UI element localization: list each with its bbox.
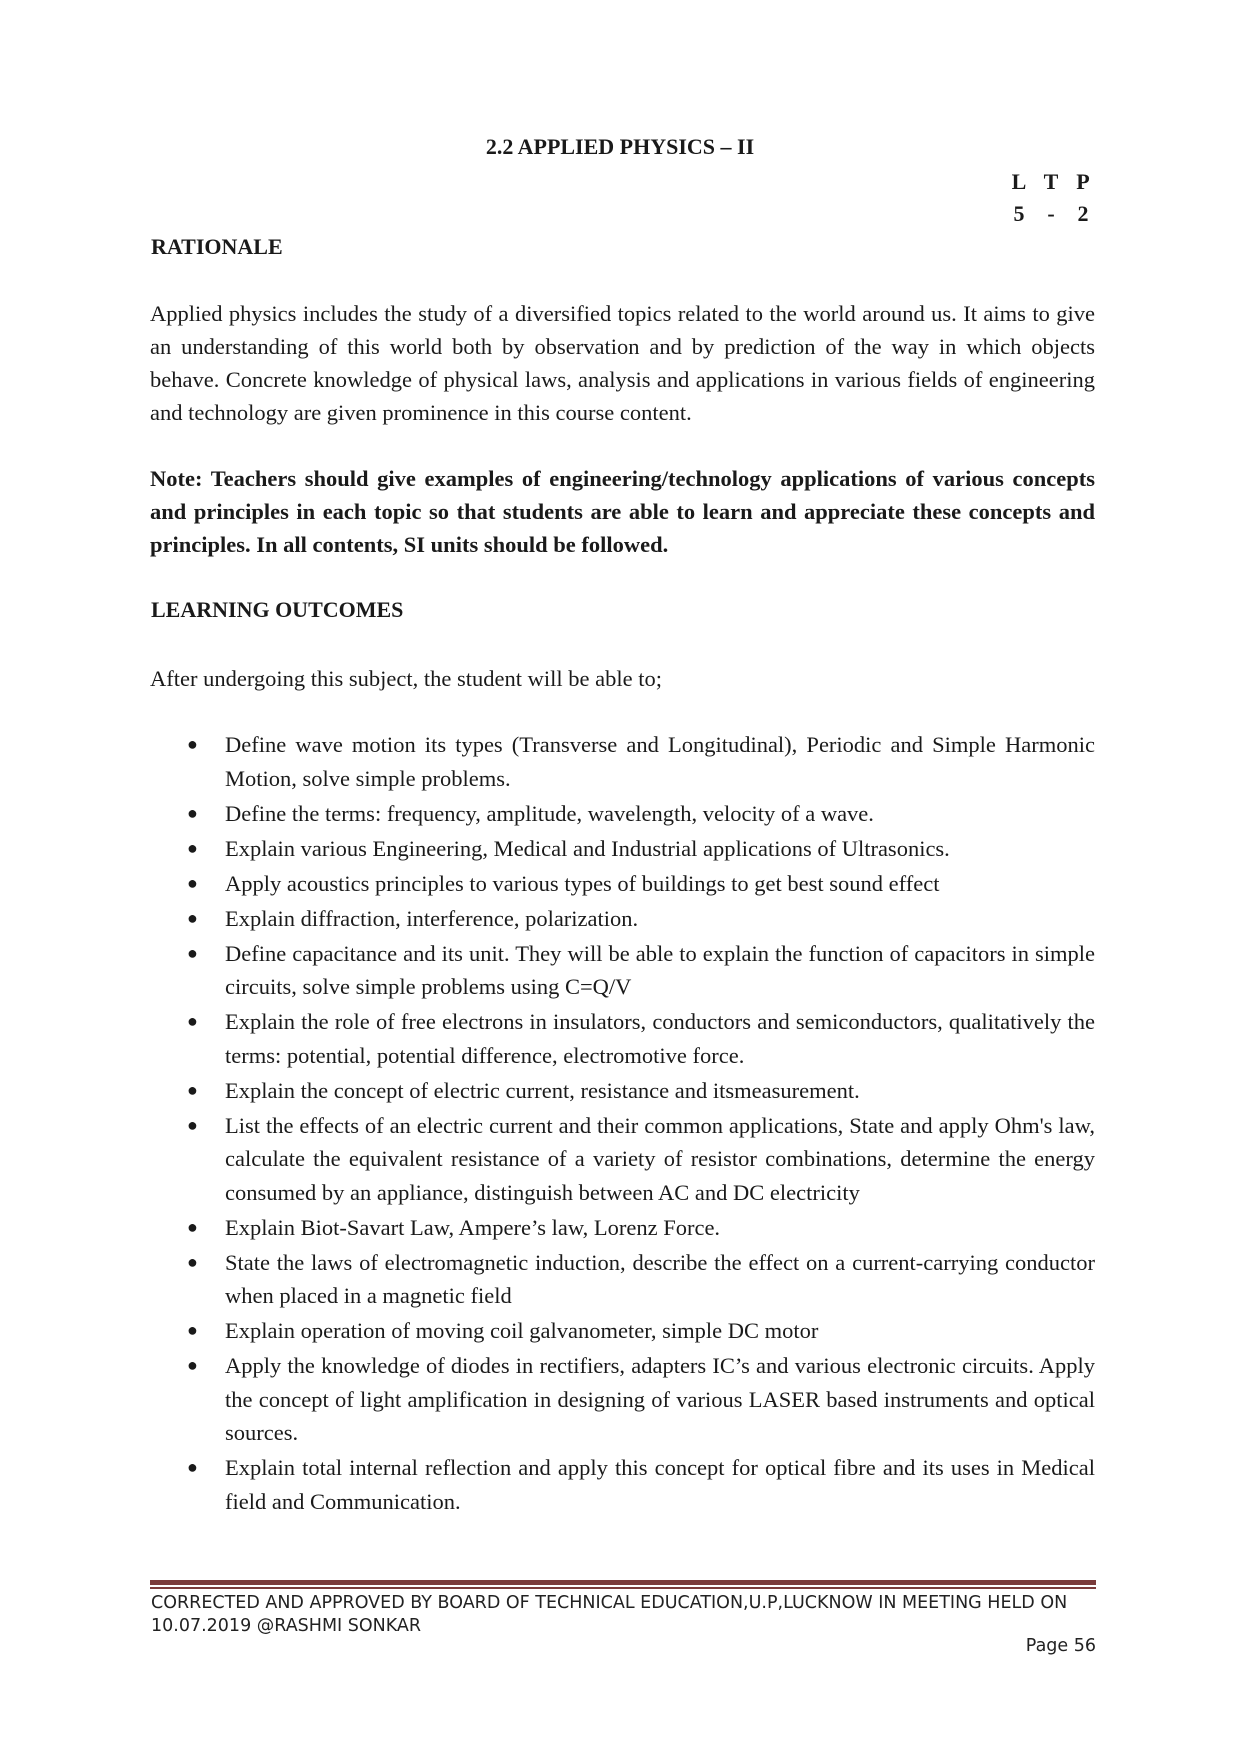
bullet-icon: ● — [187, 1457, 198, 1477]
bullet-icon: ● — [187, 734, 198, 754]
bullet-icon: ● — [187, 1079, 198, 1100]
footer-divider — [150, 1580, 1096, 1585]
list-item-text: Explain various Engineering, Medical and Industrial applications of Ultrasonics. — [225, 835, 950, 861]
learning-outcomes-heading: LEARNING OUTCOMES — [151, 597, 404, 622]
list-item-text: Define the terms: frequency, amplitude, wavelength, velocity of a wave. — [225, 800, 874, 826]
list-item-text: Explain total internal reflection and apply this concept for optical fibre and its uses in Medical field and Communication. — [225, 1455, 1095, 1514]
list-item — [150, 1451, 1095, 1518]
bullet-icon: ● — [187, 1320, 198, 1340]
list-item — [150, 902, 1095, 936]
bullet-icon: ● — [187, 1011, 198, 1031]
list-item — [150, 1211, 1095, 1245]
list-item — [150, 1005, 1095, 1072]
list-item-text: Explain the concept of electric current, resistance and itsmeasurement. — [225, 1077, 860, 1103]
bullet-icon: ● — [187, 1355, 198, 1375]
list-item-text: Explain diffraction, interference, polarization. — [225, 905, 639, 931]
list-item-text: Explain the role of free electrons in insulators, conductors and semiconductors, qualitatively the terms: potential, potential difference, electromotive force. — [225, 1009, 1095, 1068]
ltp-header-p: P — [1076, 169, 1090, 194]
list-item-text: List the effects of an electric current and their common applications, State and apply Ohm's law, calculate the equivalent resistance of a variety of resistor combinations, determine the energy consumed by an appliance, distinguish between AC and DC electricity — [225, 1112, 1095, 1205]
bullet-icon: ● — [187, 1251, 198, 1272]
list-item — [150, 1314, 1095, 1348]
ltp-table — [1005, 166, 1097, 230]
footer-approval-text: CORRECTED AND APPROVED BY BOARD OF TECHNICAL EDUCATION,U.P,LUCKNOW IN MEETING HELD ON 10.07.2019 @RASHMI SONKAR — [151, 1593, 1068, 1636]
list-item-text: Explain Biot-Savart Law, Ampere’s law, Lorenz Force. — [225, 1214, 721, 1240]
list-item — [150, 937, 1095, 1004]
ltp-header-l: L — [1011, 169, 1027, 194]
bullet-icon: ● — [187, 872, 198, 893]
bullet-icon: ● — [187, 907, 198, 928]
bullet-icon: ● — [187, 837, 198, 858]
rationale-heading: RATIONALE — [151, 234, 283, 259]
ltp-value-t: - — [1047, 201, 1055, 226]
bullet-icon: ● — [187, 802, 198, 823]
list-item — [150, 728, 1095, 795]
learning-outcomes-list — [150, 728, 1095, 1520]
bullet-icon: ● — [187, 1216, 198, 1237]
list-item — [150, 797, 1095, 831]
list-item — [150, 1074, 1095, 1108]
page-title — [0, 134, 1240, 160]
ltp-value-p: 2 — [1077, 201, 1089, 226]
list-item-text: Apply the knowledge of diodes in rectifiers, adapters IC’s and various electronic circuits. Apply the concept of light amplification in designing of various LASER based instruments and optical sources. — [225, 1353, 1095, 1445]
page-title-text: 2.2 APPLIED PHYSICS – II — [485, 134, 755, 159]
list-item-text: Apply acoustics principles to various types of buildings to get best sound effect — [225, 870, 940, 896]
rationale-paragraph: Applied physics includes the study of a diversified topics related to the world around us. It aims to give an understanding of this world both by observation and by prediction of the way in which objects behave. Concrete knowledge of physical laws, analysis and applications in various fields of engineering and technology are given prominence in this course content. — [150, 301, 1095, 425]
list-item-text: Explain operation of moving coil galvanometer, simple DC motor — [225, 1318, 819, 1343]
list-item — [150, 1109, 1095, 1210]
bullet-icon: ● — [187, 1114, 198, 1135]
list-item — [150, 832, 1095, 866]
list-item-text: Define capacitance and its unit. They will be able to explain the function of capacitors in simple circuits, solve simple problems using C=Q/V — [225, 940, 1095, 999]
ltp-values — [1005, 198, 1097, 230]
footer-divider-thin — [150, 1587, 1096, 1589]
ltp-headers — [1005, 166, 1097, 198]
list-item — [150, 1246, 1095, 1313]
bullet-icon: ● — [187, 942, 198, 963]
list-item — [150, 867, 1095, 901]
ltp-value-l: 5 — [1013, 201, 1025, 226]
learning-outcomes-intro: After undergoing this subject, the student will be able to; — [150, 666, 662, 691]
list-item — [150, 1349, 1095, 1450]
list-item-text: State the laws of electromagnetic induction, describe the effect on a current-carrying conductor when placed in a magnetic field — [225, 1249, 1095, 1308]
ltp-header-t: T — [1043, 169, 1059, 194]
page-number: Page 56 — [1025, 1636, 1096, 1656]
list-item-text: Define wave motion its types (Transverse and Longitudinal), Periodic and Simple Harmonic Motion, solve simple problems. — [225, 732, 1095, 791]
note-paragraph: Note: Teachers should give examples of engineering/technology applications of various concepts and principles in each topic so that students are able to learn and appreciate these concepts and principles. In all contents, SI units should be followed. — [150, 466, 1095, 557]
